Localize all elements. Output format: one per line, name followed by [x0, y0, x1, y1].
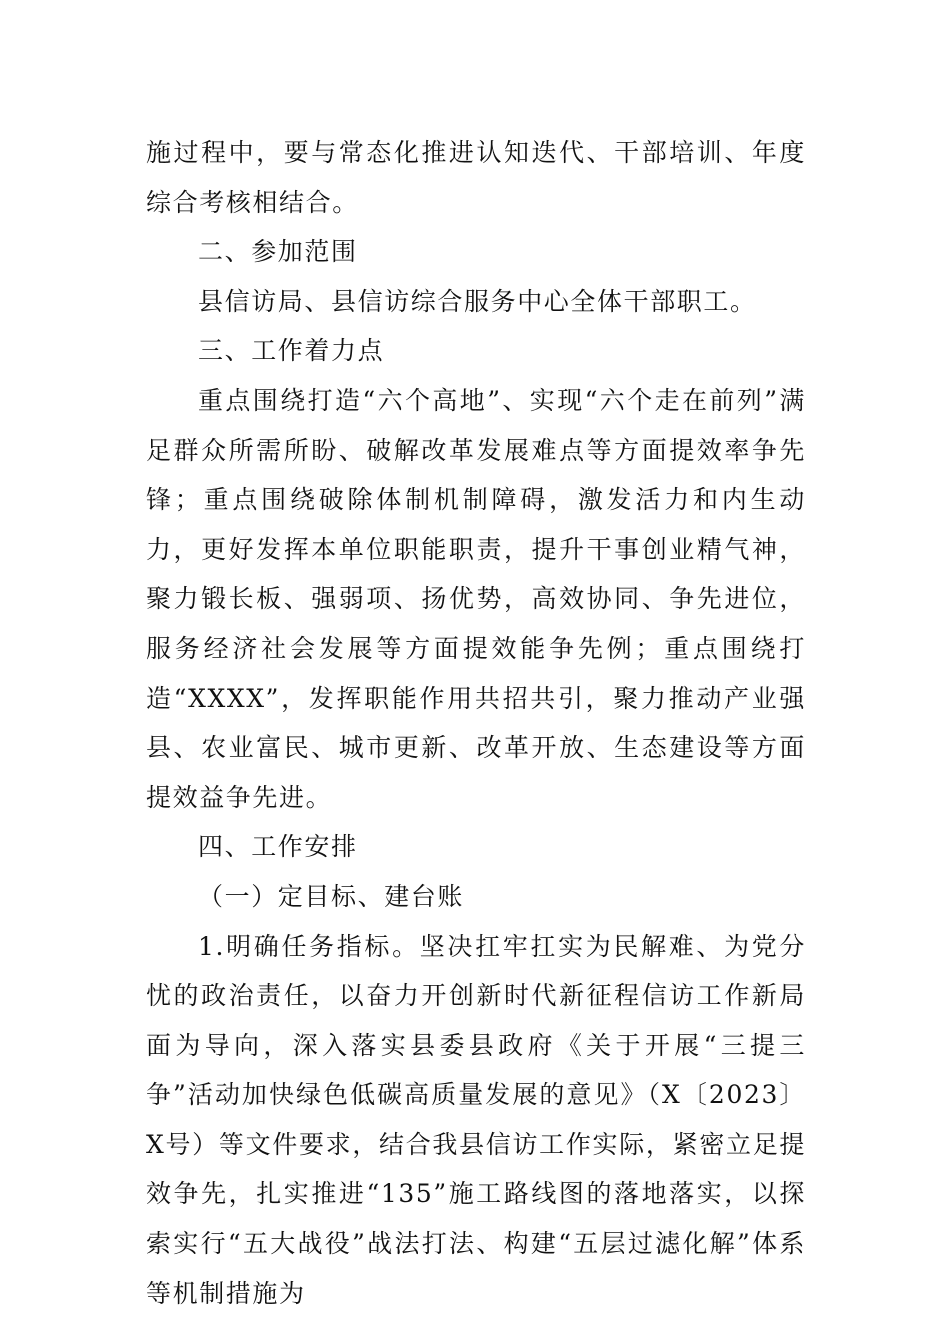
heading-scope: 二、参加范围 — [198, 237, 358, 267]
paragraph-focus: 重点围绕打造“六个高地”、实现“六个走在前列”满足群众所需所盼、破解改革发展难点等方面提效率争先锋；重点围绕破除体制机制障碍，激发活力和内生动力，更好发挥本单位职能职责，提升干事创业精气神，聚力锻长板、强弱项、扬优势，高效协同、争先进位，服务经济社会发展等方面提效能争先例；重点围绕打造“XXXX”，发挥职能作用共招共引，聚力推动产业强县、农业富民、城市更新、改革开放、生态建设等方面提效益争先进。 — [146, 385, 806, 812]
subheading-goals: （一）定目标、建台账 — [198, 881, 465, 911]
paragraph-continuation: 施过程中，要与常态化推进认知迭代、干部培训、年度综合考核相结合。 — [146, 138, 806, 217]
heading-focus: 三、工作着力点 — [198, 336, 385, 366]
heading-arrangement: 四、工作安排 — [198, 832, 358, 862]
paragraph-task-indicators: 1.明确任务指标。坚决扛牢扛实为民解难、为党分忧的政治责任，以奋力开创新时代新征程信访工作新局面为导向，深入落实县委县政府《关于开展“三提三争”活动加快绿色低碳高质量发展的意见》（X〔2023〕X号）等文件要求，结合我县信访工作实际，紧密立足提效争先，扎实推进“135”施工路线图的落地落实，以探索实行“五大战役”战法打法、构建“五层过滤化解”体系等机制措施为 — [146, 931, 806, 1308]
paragraph-scope: 县信访局、县信访综合服务中心全体干部职工。 — [198, 286, 757, 316]
document-body — [146, 128, 806, 1318]
